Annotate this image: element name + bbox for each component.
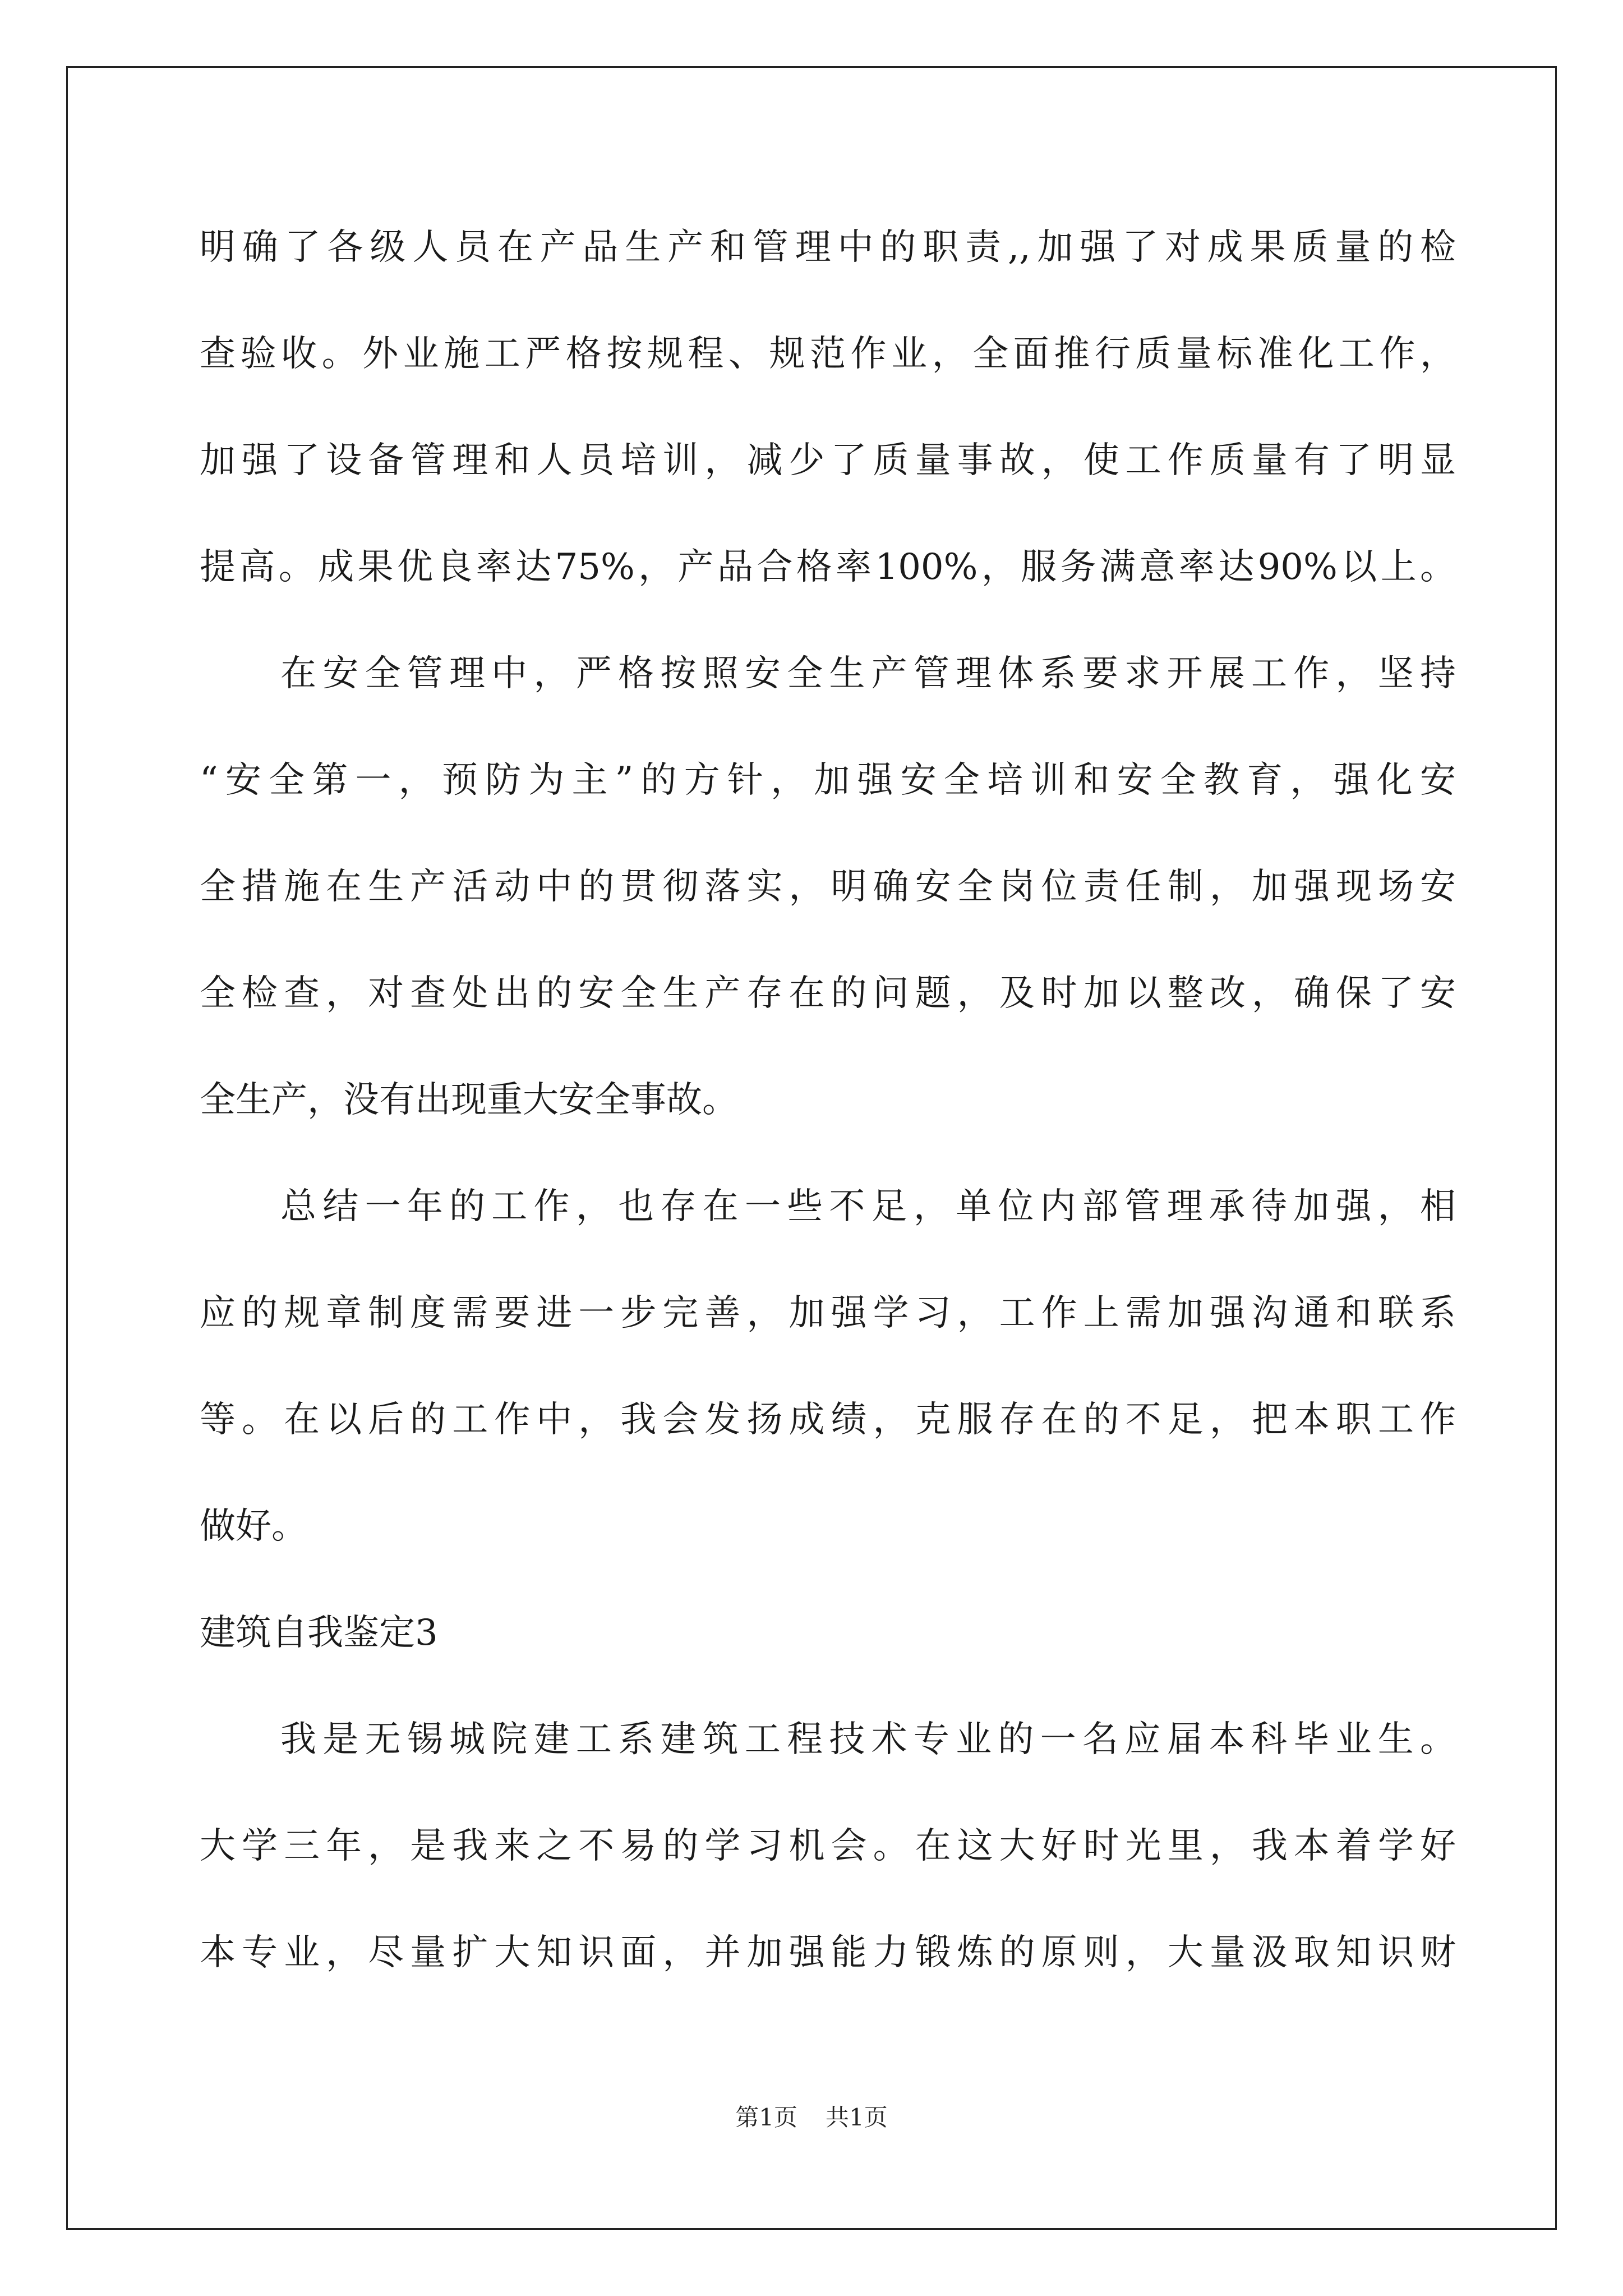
page-border — [66, 66, 1557, 2230]
paragraph-3-line-2: 应的规章制度需要进一步完善，加强学习，工作上需加强沟通和联系 — [200, 1292, 1456, 1334]
paragraph-1-line-1: 明确了各级人员在产品生产和管理中的职责,,加强了对成果质量的检 — [200, 227, 1456, 268]
page-number-current: 第1页 — [735, 2104, 797, 2131]
paragraph-2-line-3: 全措施在生产活动中的贯彻落实，明确安全岗位责任制，加强现场安 — [200, 866, 1456, 908]
section-heading: 建筑自我鉴定3 — [200, 1612, 438, 1654]
paragraph-4-line-2: 大学三年，是我来之不易的学习机会。在这大好时光里，我本着学好 — [200, 1825, 1456, 1867]
paragraph-1-line-2: 查验收。外业施工严格按规程、规范作业，全面推行质量标准化工作， — [200, 333, 1456, 375]
paragraph-4-line-1: 我是无锡城院建工系建筑工程技术专业的一名应届本科毕业生。 — [280, 1719, 1456, 1760]
paragraph-3-line-4: 做好。 — [200, 1506, 307, 1547]
page-number-total: 共1页 — [826, 2104, 888, 2131]
paragraph-2-line-4: 全检查，对查处出的安全生产存在的问题，及时加以整改，确保了安 — [200, 973, 1456, 1014]
paragraph-3-line-3: 等。在以后的工作中，我会发扬成绩，克服存在的不足，把本职工作 — [200, 1399, 1456, 1441]
paragraph-2-line-5: 全生产，没有出现重大安全事故。 — [200, 1079, 738, 1121]
paragraph-4-line-3: 本专业，尽量扩大知识面，并加强能力锻炼的原则，大量汲取知识财 — [200, 1932, 1456, 1973]
paragraph-3-line-1: 总结一年的工作，也存在一些不足，单位内部管理承待加强，相 — [280, 1186, 1456, 1227]
page-footer — [0, 2101, 1623, 2134]
paragraph-1-line-4: 提高。成果优良率达75%，产品合格率100%，服务满意率达90%以上。 — [200, 546, 1456, 588]
paragraph-2-line-2: “安全第一，预防为主”的方针，加强安全培训和安全教育，强化安 — [200, 760, 1456, 801]
paragraph-2-line-1: 在安全管理中，严格按照安全生产管理体系要求开展工作，坚持 — [280, 653, 1456, 694]
paragraph-1-line-3: 加强了设备管理和人员培训，减少了质量事故，使工作质量有了明显 — [200, 440, 1456, 481]
